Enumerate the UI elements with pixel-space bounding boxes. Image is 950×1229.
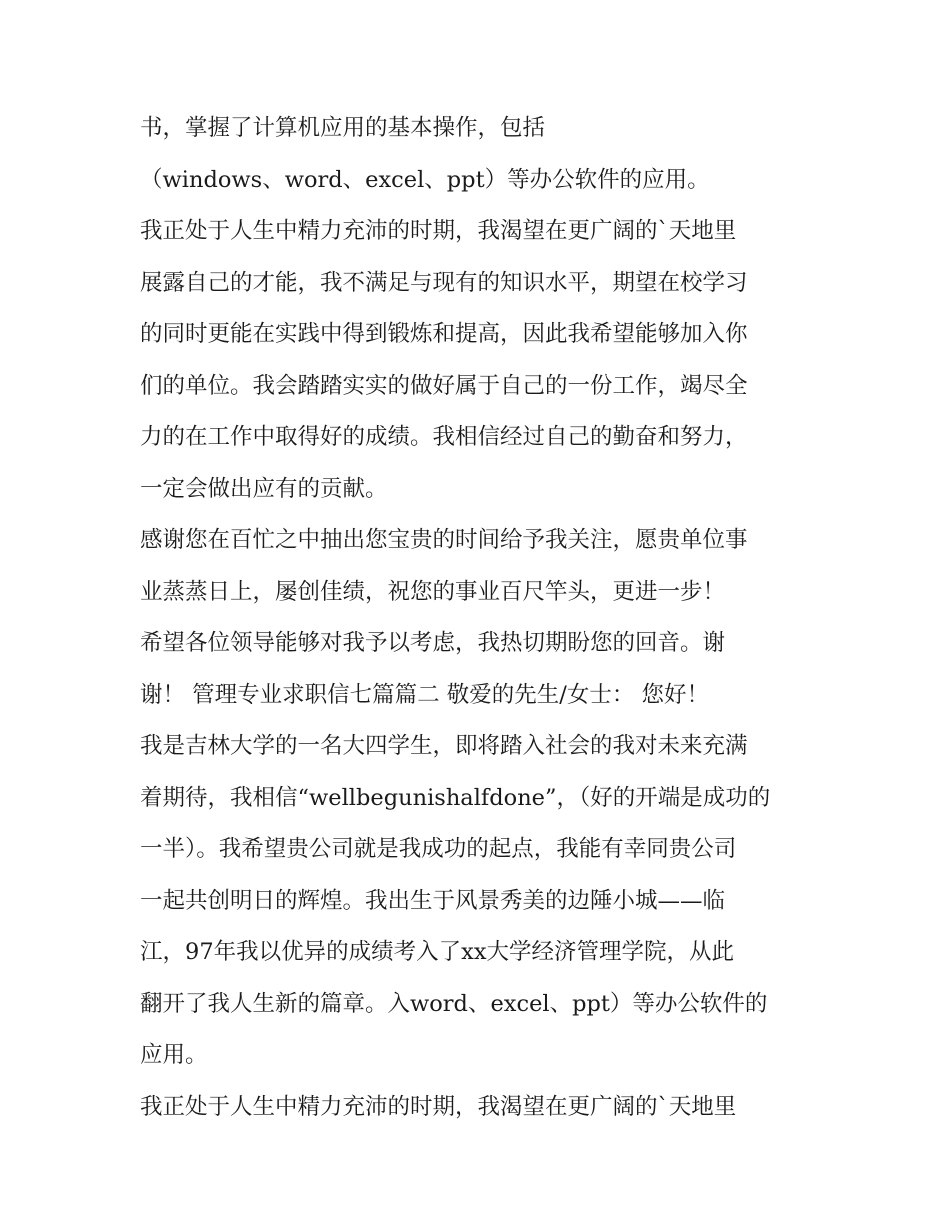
document-body: [140, 103, 812, 1133]
text-line: 我正处于人生中精力充沛的时期，我渴望在更广阔的`天地里: [140, 218, 737, 244]
text-line: 着期待，我相信“wellbegunishalfdone”，（好的开端是成功的: [140, 784, 771, 811]
text-line: 展露自己的才能，我不满足与现有的知识水平，期望在校学习: [140, 269, 748, 296]
text-line: 我正处于人生中精力充沛的时期，我渴望在更广阔的`天地里: [140, 1093, 737, 1120]
text-line: 的同时更能在实践中得到锻炼和提高，因此我希望能够加入你: [140, 321, 748, 347]
text-line: 我是吉林大学的一名大四学生，即将踏入社会的我对未来充满: [140, 733, 748, 759]
text-line: 业蒸蒸日上，屡创佳绩，祝您的事业百尺竿头，更进一步！: [140, 578, 726, 605]
text-line: 谢！ 管理专业求职信七篇篇二 敬爱的先生/女士： 您好！: [140, 681, 710, 708]
text-line: 江，97年我以优异的成绩考入了xx大学经济管理学院，从此: [140, 939, 735, 965]
text-line: 一半）。我希望贵公司就是我成功的起点，我能有幸同贵公司: [140, 836, 737, 862]
text-line: 一定会做出应有的贡献。: [140, 475, 388, 502]
text-line: 书，掌握了计算机应用的基本操作，包括: [140, 115, 546, 141]
text-line: 们的单位。我会踏踏实实的做好属于自己的一份工作，竭尽全: [140, 372, 748, 399]
text-line: 希望各位领导能够对我予以考虑，我热切期盼您的回音。谢: [140, 630, 726, 656]
text-line: 应用。: [140, 1042, 208, 1068]
text-line: 力的在工作中取得好的成绩。我相信经过自己的勤奋和努力，: [140, 424, 748, 450]
text-line: 翻开了我人生新的篇章。入word、excel、ppt）等办公软件的: [140, 990, 768, 1017]
text-line: 一起共创明日的辉煌。我出生于风景秀美的边陲小城——临: [140, 887, 726, 914]
text-line: （windows、word、excel、ppt）等办公软件的应用。: [140, 166, 710, 193]
text-line: 感谢您在百忙之中抽出您宝贵的时间给予我关注，愿贵单位事: [140, 527, 748, 553]
